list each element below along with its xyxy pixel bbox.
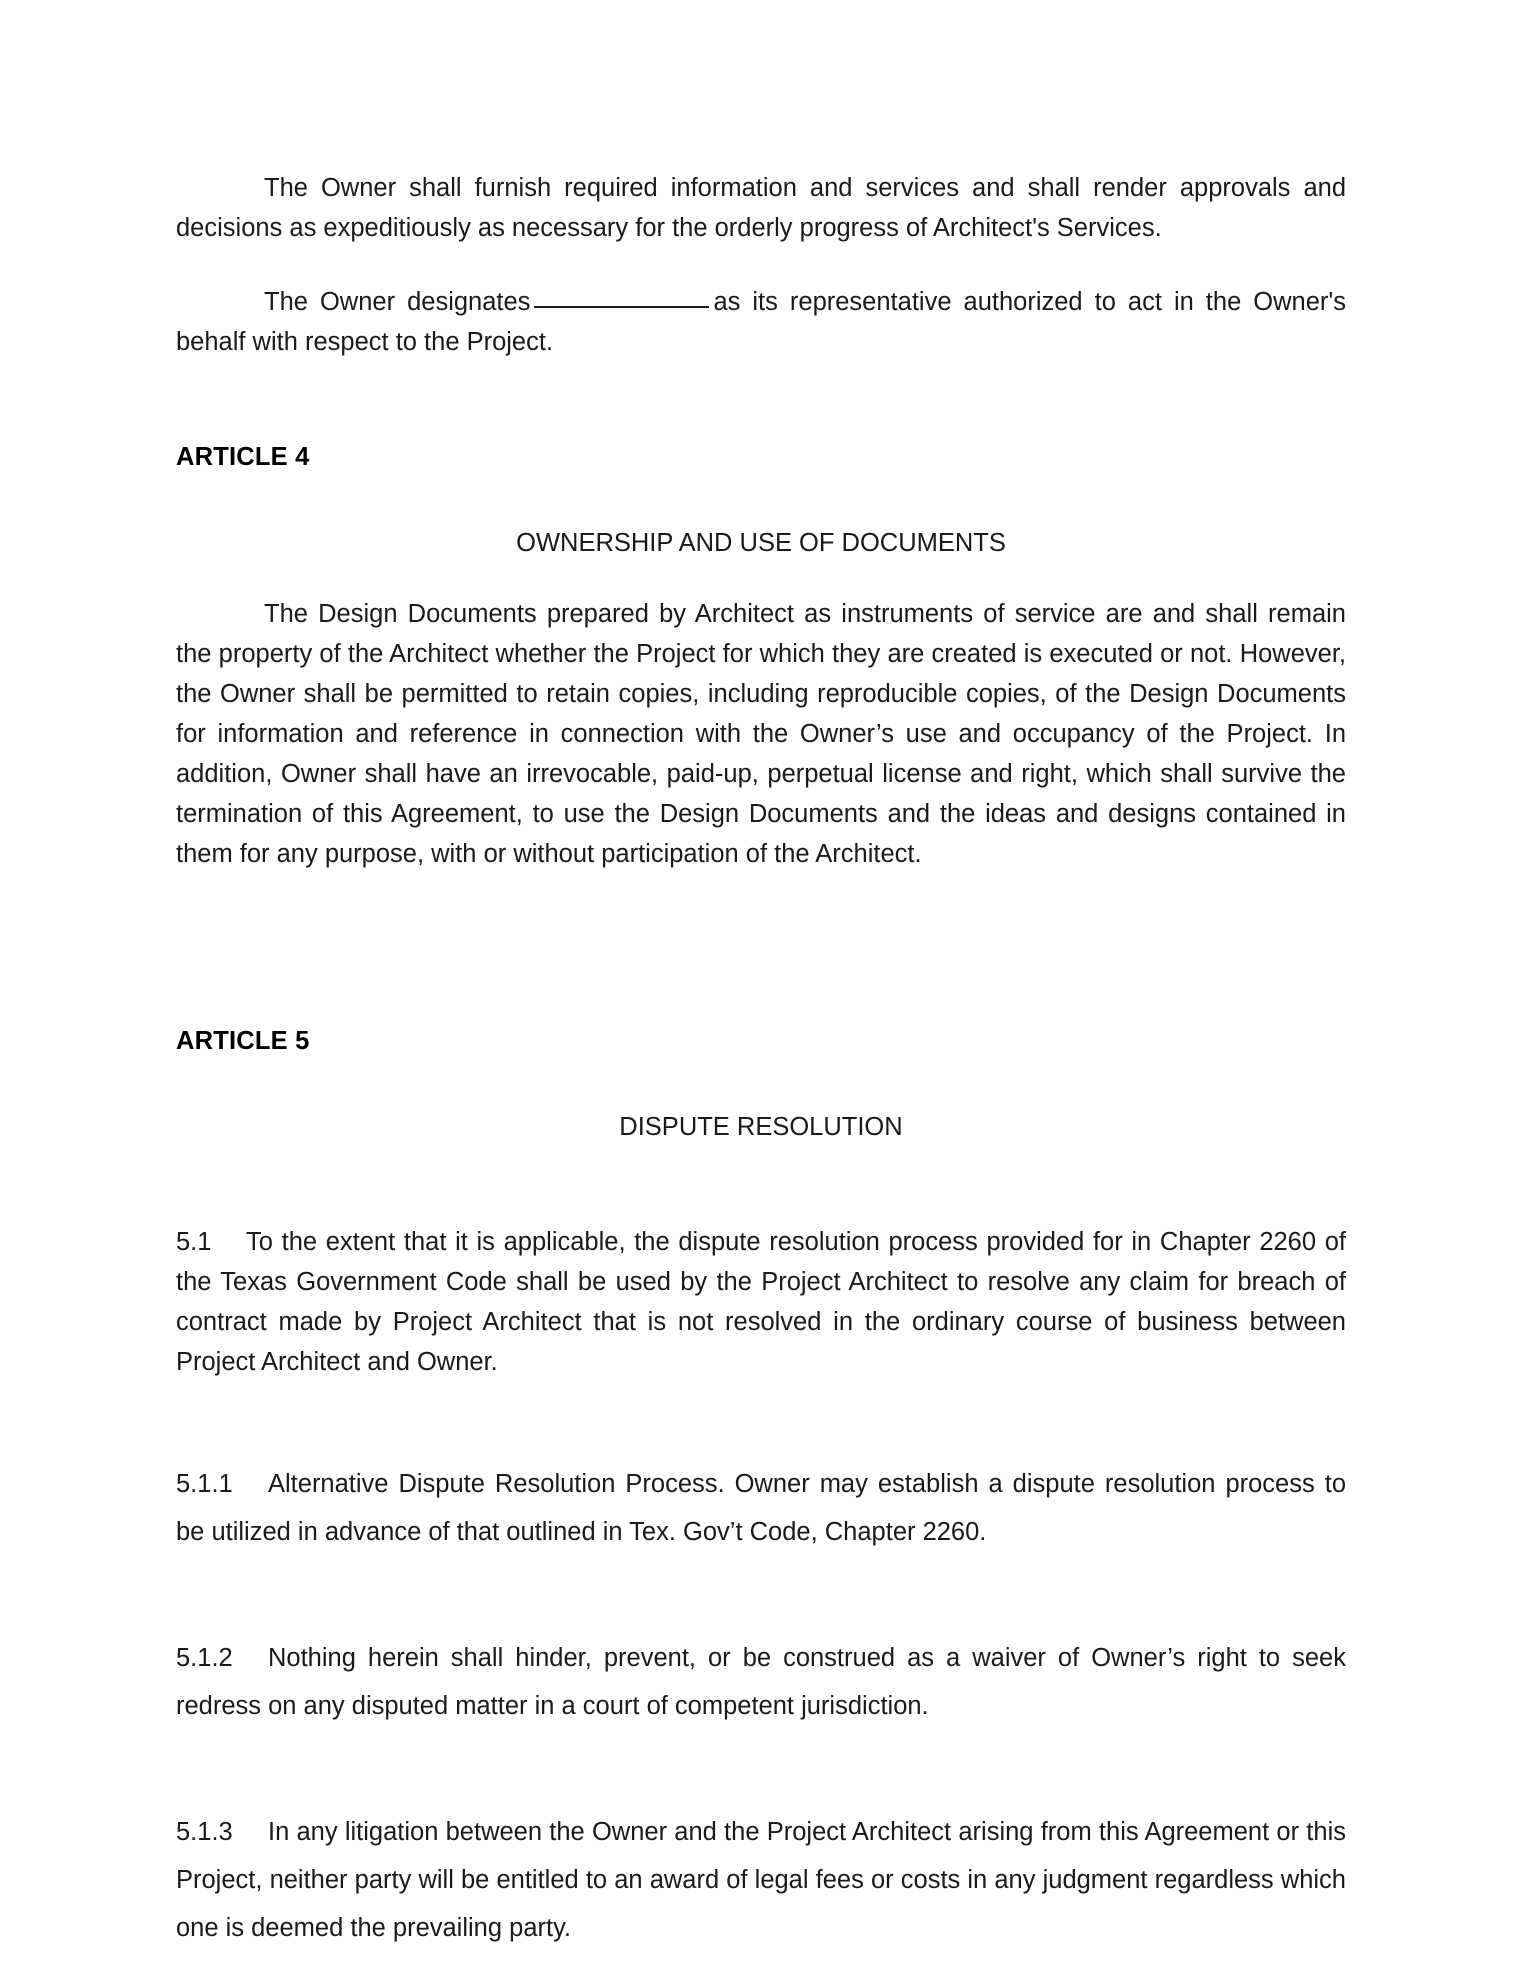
section-5-1-3: [176, 1808, 1346, 1952]
section-5-1: [176, 1222, 1346, 1382]
section-number-5-1-1: 5.1.1: [176, 1470, 233, 1498]
section-text-5-1-2: Nothing herein shall hinder, prevent, or be construed as a waiver of Owner’s right to seek redress on any disputed matter in a court of competent jurisdiction.: [176, 1644, 1346, 1720]
spacer: [176, 1382, 1346, 1460]
section-number-5-1-2: 5.1.2: [176, 1644, 233, 1672]
spacer: [176, 560, 1346, 594]
spacer: [176, 362, 1346, 440]
document-body: [176, 0, 1346, 1952]
section-5-1-1: [176, 1460, 1346, 1556]
section-number-5-1-3: 5.1.3: [176, 1818, 233, 1846]
section-5-1-2: [176, 1634, 1346, 1730]
article-4-body: The Design Documents prepared by Architect as instruments of service are and shall remain the property of the Architect whether the Project for which they are created is executed or not. However, the Owner shall be permitted to retain copies, including reproducible copies, of the Design Documents for information and reference in connection with the Owner’s use and occupancy of the Project. In addition, Owner shall have an irrevocable, paid-up, perpetual license and right, which shall survive the termination of this Agreement, to use the Design Documents and the ideas and designs contained in them for any purpose, with or without participation of the Architect.: [176, 600, 1346, 868]
spacer: [176, 1058, 1346, 1110]
article-5-heading: ARTICLE 5: [176, 1027, 310, 1055]
section-text-5-1: To the extent that it is applicable, the dispute resolution process provided for in Chapter 2260 of the Texas Government Code shall be used by the Project Architect to resolve any claim for breach of contract made by Project Architect that is not resolved in the ordinary course of business between Project Architect and Owner.: [176, 1228, 1346, 1376]
article-5-title: DISPUTE RESOLUTION: [619, 1113, 903, 1141]
article-4-title: OWNERSHIP AND USE OF DOCUMENTS: [516, 529, 1006, 557]
spacer: [176, 248, 1346, 282]
paragraph-owner-designates: [176, 282, 1346, 362]
section-text-5-1-3: In any litigation between the Owner and the Project Architect arising from this Agreement or this Project, neither party will be entitled to an award of legal fees or costs in any judgment regardless which one is deemed the prevailing party.: [176, 1818, 1346, 1942]
spacer: [176, 1730, 1346, 1808]
paragraph-owner-furnish: The Owner shall furnish required information and services and shall render approvals and decisions as expeditiously as necessary for the orderly progress of Architect's Services.: [176, 174, 1346, 242]
spacer: [176, 474, 1346, 526]
spacer: [176, 1556, 1346, 1634]
owner-designates-text-before: The Owner designates: [264, 288, 531, 316]
section-number-5-1: 5.1: [176, 1228, 212, 1256]
representative-blank-field[interactable]: [534, 306, 709, 308]
article-4-heading: ARTICLE 4: [176, 443, 310, 471]
spacer: [176, 1144, 1346, 1222]
spacer: [176, 874, 1346, 1024]
owner-designates-text-after: as its representative authorized to act in the Owner's behalf with respect to the Project.: [176, 288, 1346, 356]
section-text-5-1-1: Alternative Dispute Resolution Process. Owner may establish a dispute resolution process to be utilized in advance of that outlined in Tex. Gov’t Code, Chapter 2260.: [176, 1470, 1346, 1546]
